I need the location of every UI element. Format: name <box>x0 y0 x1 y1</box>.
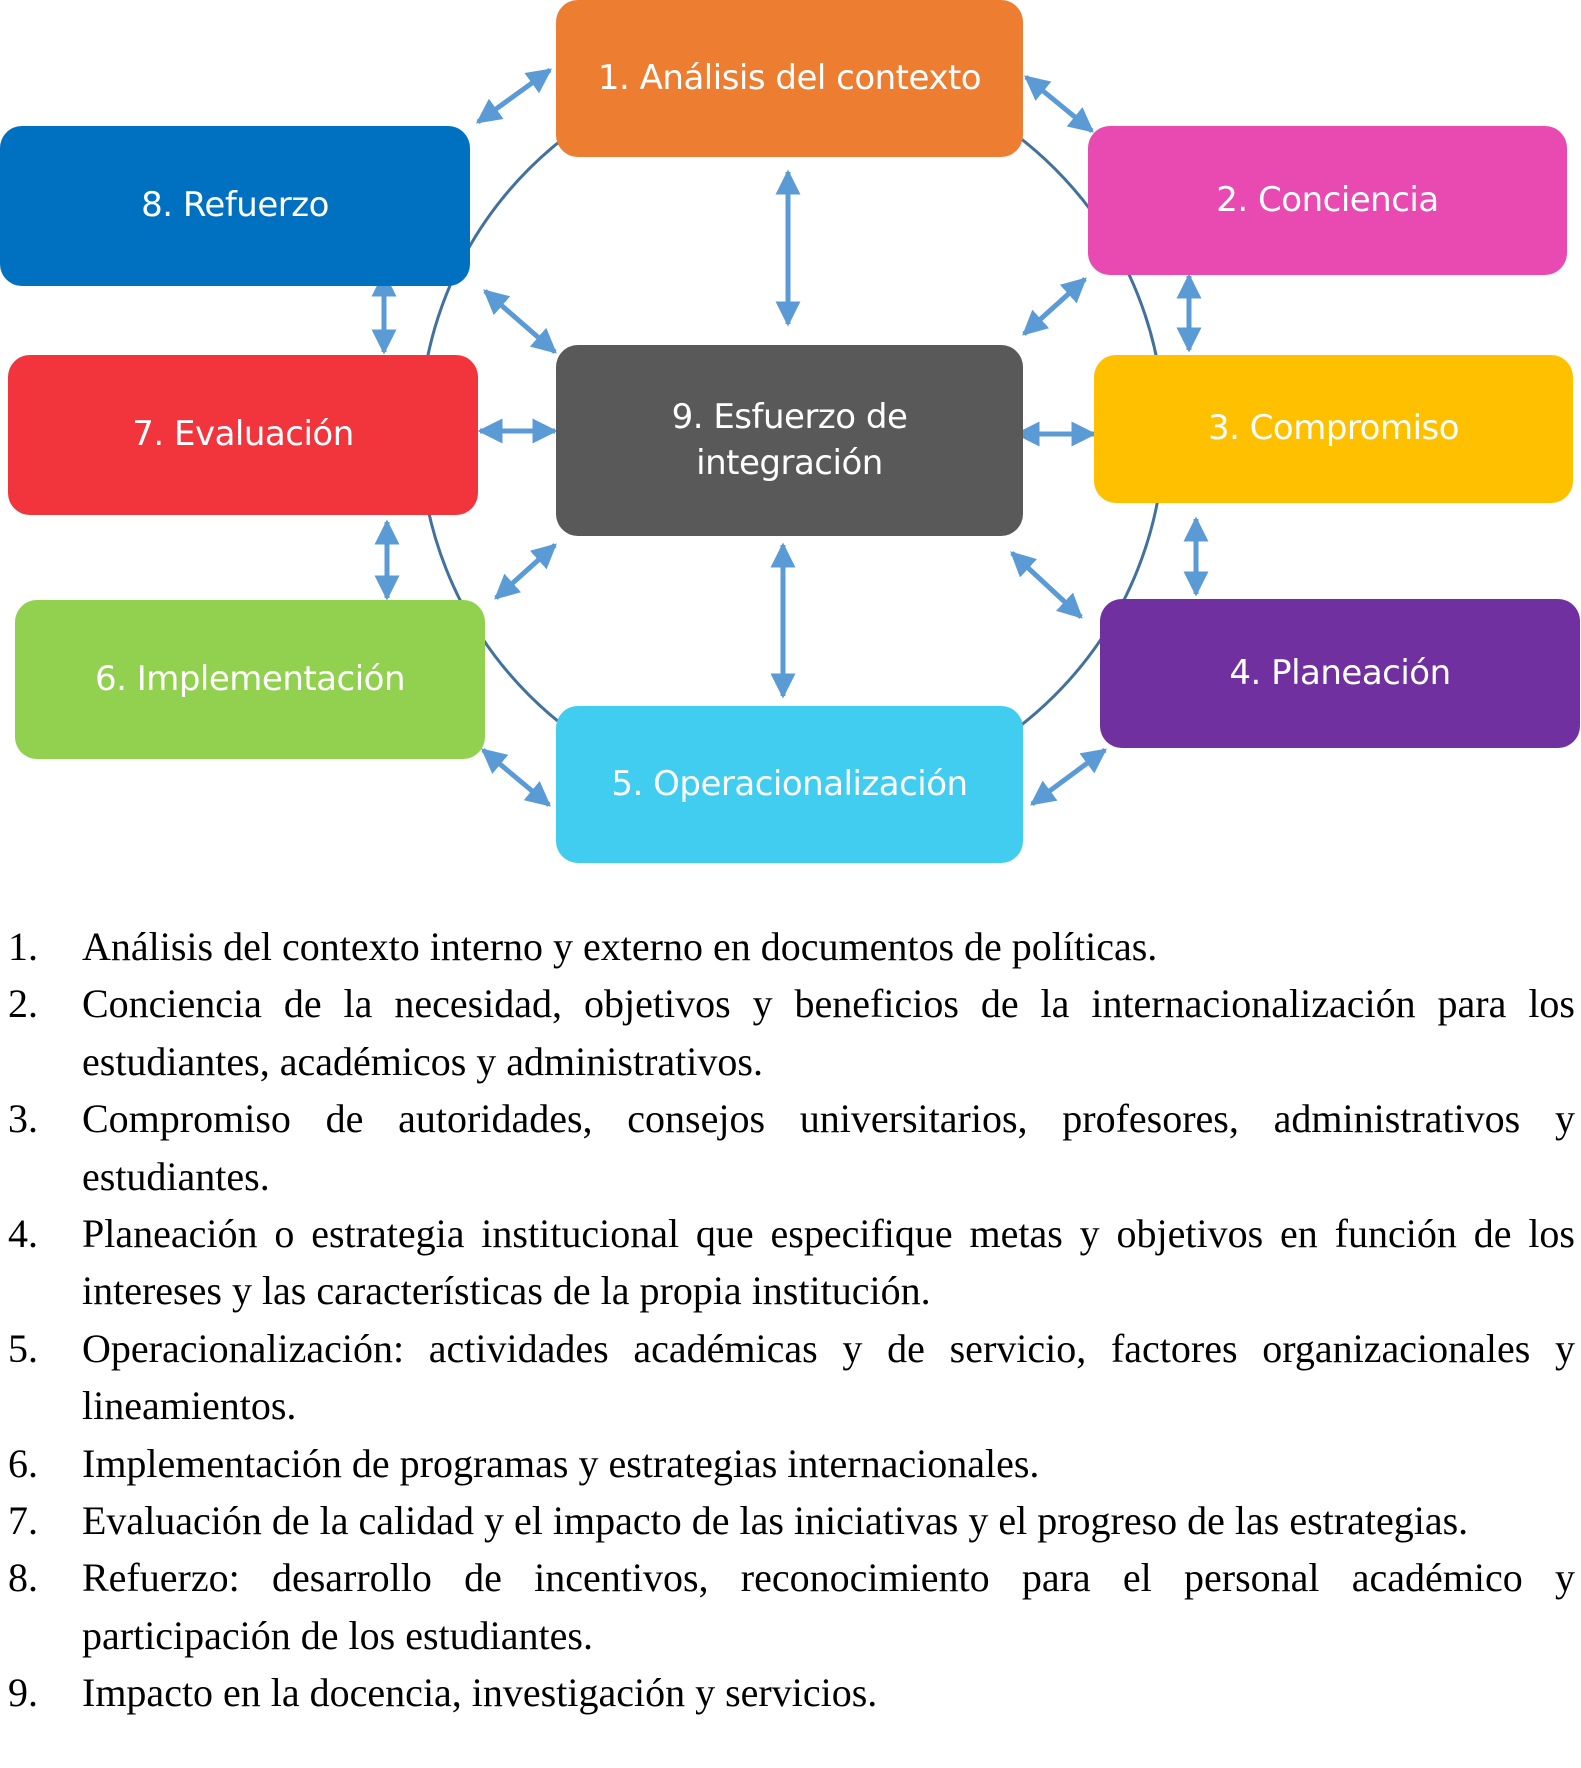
list-item <box>0 975 1575 1090</box>
numbered-description-list <box>0 918 1575 1722</box>
list-item <box>0 1435 1575 1492</box>
item-number: 1. <box>8 924 38 969</box>
internationalization-cycle-diagram <box>0 0 1581 880</box>
arrow-1-8 <box>478 70 550 122</box>
item-text: Compromiso de autoridades, consejos universitarios, profesores, administrativos y estudiantes. <box>82 1096 1575 1199</box>
list-item <box>0 1205 1575 1320</box>
item-text: Operacionalización: actividades académicas y de servicio, factores organizacionales y lineamientos. <box>82 1325 1575 1429</box>
item-text: Análisis del contexto interno y externo en documentos de políticas. <box>82 924 1158 969</box>
item-number: 5. <box>8 1325 38 1371</box>
node-conciencia: 2. Conciencia <box>1088 126 1567 275</box>
item-number: 4. <box>8 1211 38 1257</box>
item-text: Implementación de programas y estrategias internacionales. <box>82 1440 1040 1486</box>
item-text: Impacto en la docencia, investigación y servicios. <box>82 1670 878 1716</box>
arrow-5-4 <box>1032 750 1105 804</box>
list-item <box>0 1492 1575 1549</box>
arrow-2-9 <box>1024 279 1085 334</box>
item-text: Evaluación de la calidad y el impacto de las iniciativas y el progreso de las estrategias. <box>82 1498 1469 1544</box>
item-text: Planeación o estrategia institucional que especifique metas y objetivos en función de los intereses y las características de la propia institución. <box>82 1211 1575 1314</box>
item-number: 8. <box>8 1555 38 1601</box>
item-text: Conciencia de la necesidad, objetivos y beneficios de la internacionalización para los estudiantes, académicos y administrativos. <box>82 981 1575 1084</box>
item-number: 3. <box>8 1096 38 1142</box>
arrow-9-6 <box>496 545 555 598</box>
item-number: 7. <box>8 1498 38 1544</box>
item-number: 2. <box>8 981 38 1027</box>
node-implementacion: 6. Implementación <box>15 600 485 759</box>
item-number: 6. <box>8 1440 38 1486</box>
arrow-1-2 <box>1026 77 1092 131</box>
node-planeacion: 4. Planeación <box>1100 599 1580 748</box>
arrow-6-5 <box>483 750 549 805</box>
node-esfuerzo-integracion: 9. Esfuerzo de integración <box>556 345 1023 536</box>
list-item <box>0 1549 1575 1664</box>
arrow-9-4 <box>1012 553 1081 617</box>
node-compromiso: 3. Compromiso <box>1094 355 1573 503</box>
list-item <box>0 918 1575 975</box>
list-item <box>0 1320 1575 1435</box>
item-text: Refuerzo: desarrollo de incentivos, reconocimiento para el personal académico y participación de los estudiantes. <box>82 1555 1575 1658</box>
list-item <box>0 1664 1575 1721</box>
list-item <box>0 1090 1575 1205</box>
node-analisis-contexto: 1. Análisis del contexto <box>556 0 1023 157</box>
node-evaluacion: 7. Evaluación <box>8 355 478 515</box>
node-refuerzo: 8. Refuerzo <box>0 126 470 286</box>
item-number: 9. <box>8 1670 38 1716</box>
arrow-8-9 <box>485 291 555 352</box>
node-operacionalizacion: 5. Operacionalización <box>556 706 1023 863</box>
